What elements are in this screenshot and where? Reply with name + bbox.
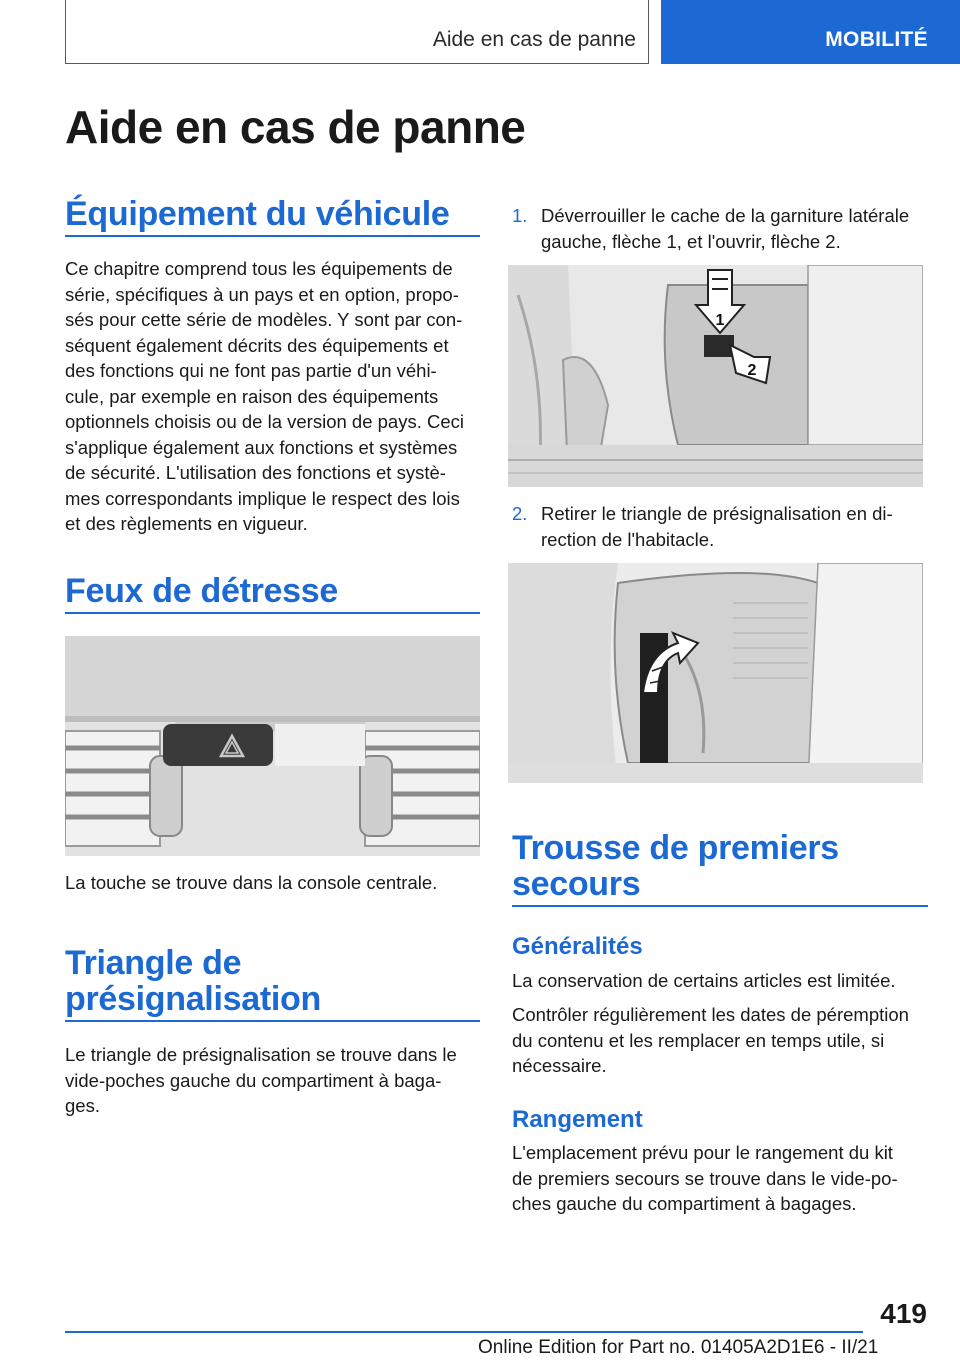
vehicle-equipment-text: Ce chapitre comprend tous les équipements de série, spécifiques à un pays et en option, propo- sés pour cette série de modèles. Y sont par con- séquent également décrits des équipements et des fonctions qui ne font pas partie d'un véhi- cule, par exemple en raison des équipements optionnels choisis ou de la version de pays. Ceci s'applique également aux fonctions et systèmes de sécurité. L'utilisation des fonctions et systè- mes correspondants implique le respect des lois et des règlements en vigueur. bbox=[65, 258, 465, 534]
general-text-1: La conservation de certains articles est limitée. bbox=[512, 970, 896, 991]
step-number: 1. bbox=[512, 205, 528, 226]
arrow-label-1: 1 bbox=[715, 312, 725, 329]
hazard-button-figure bbox=[65, 636, 480, 856]
footer-edition: Online Edition for Part no. 01405A2D1E6 - II/21 bbox=[478, 1337, 879, 1358]
storage-subheading: Rangement bbox=[512, 1106, 643, 1133]
step-number: 2. bbox=[512, 503, 528, 524]
general-subheading: Généralités bbox=[512, 933, 643, 960]
triangle-removal-figure bbox=[508, 563, 923, 783]
step-item bbox=[512, 203, 932, 255]
warning-triangle-text: Le triangle de présignalisation se trouve dans le vide-poches gauche du compartiment à baga- ges. bbox=[65, 1044, 457, 1116]
header-category-tab[interactable] bbox=[661, 0, 960, 64]
general-text-2: Contrôler régulièrement les dates de péremption du contenu et les remplacer en temps utile, si nécessaire. bbox=[512, 1004, 909, 1076]
section-divider bbox=[65, 1020, 480, 1022]
header-category-label: MOBILITÉ bbox=[825, 28, 928, 51]
step-text: Retirer le triangle de présignalisation en di- rection de l'habitacle. bbox=[541, 503, 893, 550]
page-title: Aide en cas de panne bbox=[65, 101, 526, 153]
header-section-label: Aide en cas de panne bbox=[432, 28, 636, 51]
section-divider bbox=[65, 235, 480, 237]
hazard-lights-heading: Feux de détresse bbox=[65, 572, 338, 610]
vehicle-equipment-heading: Équipement du véhicule bbox=[65, 195, 450, 233]
page-number: 419 bbox=[880, 1298, 927, 1329]
arrow-label-2: 2 bbox=[747, 362, 757, 379]
storage-text: L'emplacement prévu pour le rangement du kit de premiers secours se trouve dans le vide-po- ches gauche du compartiment à bagages. bbox=[512, 1142, 898, 1214]
header-section-tab bbox=[65, 0, 649, 64]
trim-cover-figure bbox=[508, 265, 923, 487]
hazard-lights-caption: La touche se trouve dans la console centrale. bbox=[65, 872, 438, 893]
footer-divider bbox=[65, 1331, 863, 1333]
step-text: Déverrouiller le cache de la garniture latérale gauche, flèche 1, et l'ouvrir, flèche 2. bbox=[541, 205, 910, 252]
step-item bbox=[512, 501, 932, 553]
first-aid-heading: Trousse de premiers secours bbox=[512, 829, 839, 903]
section-divider bbox=[512, 905, 928, 907]
section-divider bbox=[65, 612, 480, 614]
warning-triangle-heading: Triangle de présignalisation bbox=[65, 944, 321, 1018]
